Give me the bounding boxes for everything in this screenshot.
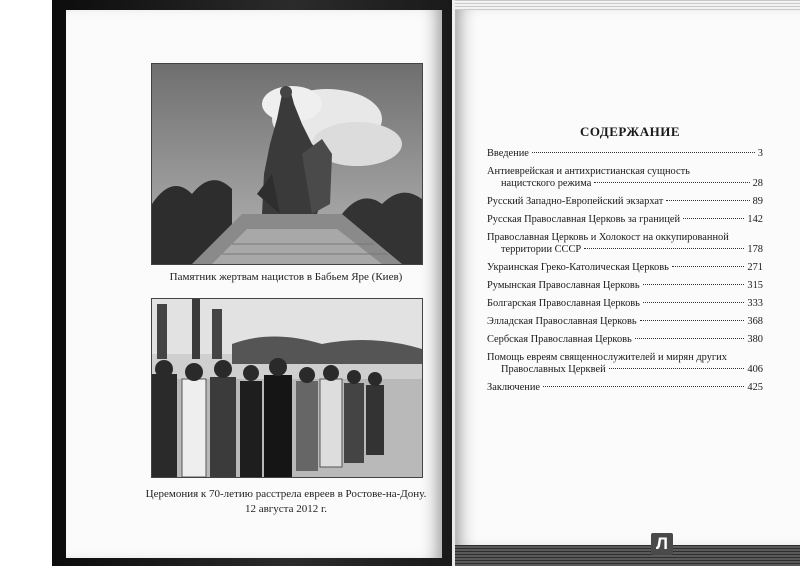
- toc-entry-title: Украинская Греко-Католическая Церковь: [487, 262, 669, 273]
- monument-photo: [151, 63, 423, 265]
- toc-entry-title: Православная Церковь и Холокост на оккупированной: [487, 232, 729, 243]
- toc-page-number: 178: [747, 244, 763, 255]
- toc-entry: [487, 196, 763, 208]
- toc-entry-line: [487, 244, 763, 256]
- toc-leader-dots: [594, 182, 749, 183]
- toc-leader-dots: [683, 218, 744, 219]
- toc-entry-line: [487, 364, 763, 376]
- toc-leader-dots: [635, 338, 745, 339]
- toc-entry-title: Помощь евреям священнослужителей и мирян других: [487, 352, 727, 363]
- toc-entry-line: [487, 382, 763, 394]
- toc-entry-title: Элладская Православная Церковь: [487, 316, 637, 327]
- page-stack-bottom: [455, 545, 800, 566]
- toc-page-number: 406: [747, 364, 763, 375]
- table-of-contents: [487, 148, 763, 400]
- toc-entry-line: [487, 280, 763, 292]
- toc-page-number: 89: [752, 196, 763, 207]
- monument-caption: Памятник жертвам нацистов в Бабьем Яре (Киев): [169, 271, 403, 283]
- toc-leader-dots: [584, 248, 744, 249]
- toc-page-number: 425: [747, 382, 763, 393]
- toc-entry-line: [487, 166, 763, 178]
- toc-title: СОДЕРЖАНИЕ: [579, 124, 681, 139]
- toc-page-number: 28: [752, 178, 763, 189]
- toc-page-number: 271: [747, 262, 763, 273]
- toc-entry: [487, 232, 763, 256]
- toc-entry-title: Заключение: [487, 382, 540, 393]
- toc-entry-title: Антиеврейская и антихристианская сущность: [487, 166, 690, 177]
- toc-entry: [487, 166, 763, 190]
- toc-entry-title: Румынская Православная Церковь: [487, 280, 640, 291]
- toc-entry: [487, 280, 763, 292]
- toc-entry-line: [487, 148, 763, 160]
- toc-entry-title: Болгарская Православная Церковь: [487, 298, 640, 309]
- toc-page-number: 315: [747, 280, 763, 291]
- toc-page-number: 333: [747, 298, 763, 309]
- ceremony-caption-line2: 12 августа 2012 г.: [244, 503, 328, 515]
- toc-entry: [487, 316, 763, 328]
- toc-entry: [487, 214, 763, 226]
- toc-entry-line: [487, 196, 763, 208]
- toc-entry: [487, 298, 763, 310]
- toc-entry-title: Русский Западно-Европейский экзархат: [487, 196, 664, 207]
- toc-entry-line: [487, 298, 763, 310]
- toc-entry-title: территории СССР: [501, 244, 582, 255]
- toc-leader-dots: [643, 302, 745, 303]
- toc-leader-dots: [609, 368, 745, 369]
- toc-entry: [487, 262, 763, 274]
- toc-entry-line: [487, 178, 763, 190]
- toc-entry-line: [487, 352, 763, 364]
- toc-entry-title: нацистского режима: [501, 178, 592, 189]
- ceremony-caption: [120, 487, 452, 517]
- toc-entry: [487, 352, 763, 376]
- toc-entry-line: [487, 214, 763, 226]
- toc-entry-title: Сербская Православная Церковь: [487, 334, 632, 345]
- toc-entry-line: [487, 232, 763, 244]
- toc-entry-line: [487, 316, 763, 328]
- toc-entry-title: Православных Церквей: [501, 364, 606, 375]
- labirint-logo-icon: Л: [651, 533, 673, 555]
- toc-leader-dots: [672, 266, 745, 267]
- ceremony-photo: [151, 298, 423, 478]
- toc-leader-dots: [543, 386, 744, 387]
- toc-leader-dots: [643, 284, 745, 285]
- toc-entry-title: Введение: [487, 148, 529, 159]
- toc-page-number: 142: [747, 214, 763, 225]
- toc-leader-dots: [640, 320, 745, 321]
- toc-entry-line: [487, 334, 763, 346]
- ceremony-caption-line1: Церемония к 70-летию расстрела евреев в Ростове-на-Дону.: [145, 488, 427, 500]
- toc-entry-line: [487, 262, 763, 274]
- toc-entry-title: Русская Православная Церковь за границей: [487, 214, 681, 225]
- toc-entry: [487, 334, 763, 346]
- toc-entry: [487, 382, 763, 394]
- toc-leader-dots: [532, 152, 755, 153]
- toc-page-number: 380: [747, 334, 763, 345]
- toc-page-number: 368: [747, 316, 763, 327]
- toc-entry: [487, 148, 763, 160]
- toc-page-number: 3: [757, 148, 763, 159]
- toc-leader-dots: [666, 200, 749, 201]
